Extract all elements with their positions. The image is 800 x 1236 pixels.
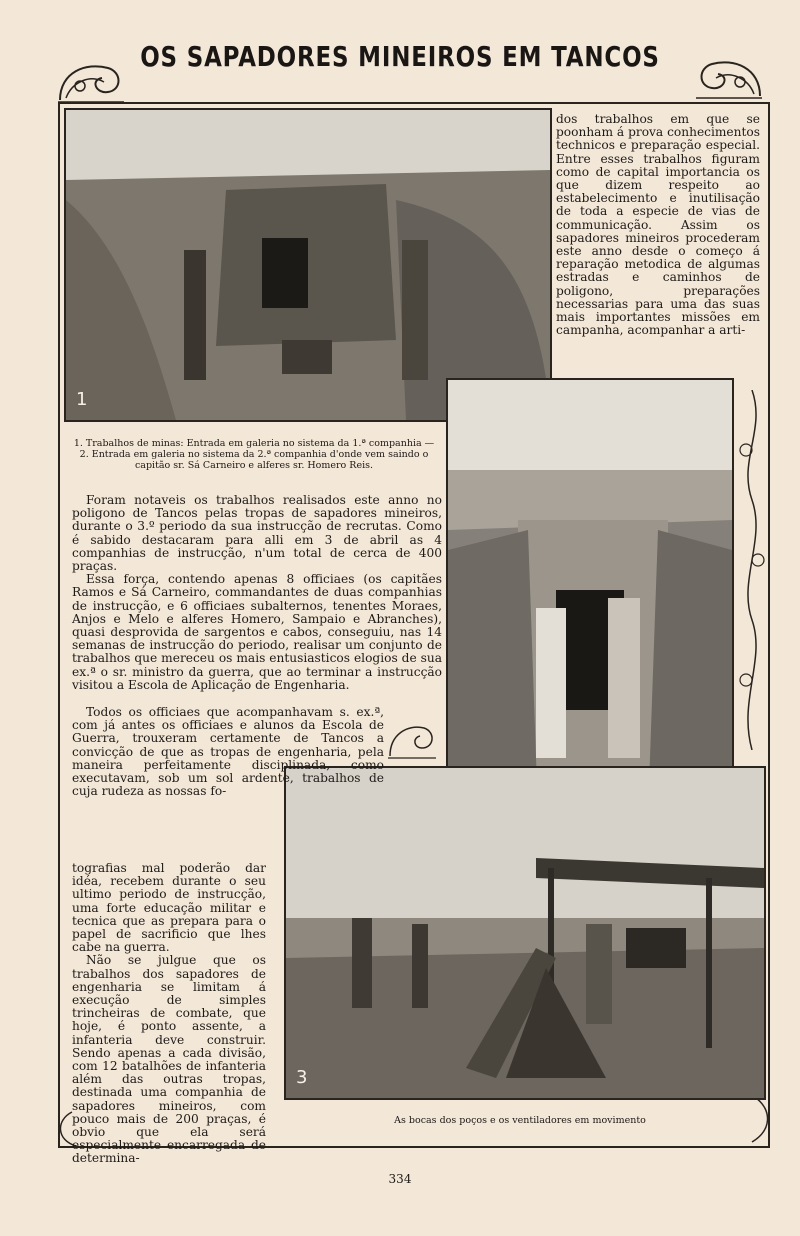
- page-number: 334: [388, 1172, 412, 1186]
- paragraph-3b: tografias mal poderão dar idéa, recebem durante o seu ultimo periodo de instrucção, uma forte educação militar e tecnica que as prepara para o papel de sacrificio que lhes cabe na guerra.: [72, 861, 266, 955]
- text-column-right: [556, 113, 760, 337]
- caption-photo-3: As bocas dos poços e os ventiladores em movimento: [394, 1115, 646, 1126]
- photo-3-image: [286, 768, 764, 1098]
- text-column-narrow: [72, 706, 384, 798]
- text-column-narrowest: [72, 862, 266, 1166]
- ornament-right-icon: [694, 54, 764, 100]
- ornament-left-icon: [56, 58, 126, 104]
- photo-1-image: [66, 110, 550, 420]
- photo-1: [64, 108, 552, 422]
- photo-3: [284, 766, 766, 1100]
- text-right-body: dos trabalhos em que se poonham á prova conhecimentos technicos e preparação especial. Entre esses trabalhos figuram como de capital importancia os que dizem respeito ao estabelecimento e inutilisação de toda a especie de vias de communicação. Assim os sapadores mineiros procederam este anno desde o começo á reparação metodica de algumas estradas e caminhos de poligono, preparações necessarias para uma das suas mais importantes missões em campanha, acompanhar a arti-: [556, 112, 760, 338]
- paragraph-3a: Todos os officiaes que acompanhavam s. ex.ª, com já antes os officiaes e alunos da Escola de Guerra, trouxeram certamente de Tancos a convicção de que as tropas de engenharia, pela maneira perfeitamente disciplinada, como executavam, sob um sol ardente, trabalhos de cuja rudeza as nossas fo-: [72, 705, 384, 799]
- paragraph-1: Foram notaveis os trabalhos realisados este anno no poligono de Tancos pelas tropas de sapadores mineiros, durante o 3.º periodo da sua instrucção de recrutas. Como é sabido destacaram para alli em 3 de abril as 4 companhias de instrucção, n'um total de cerca de 400 praças.: [72, 493, 442, 574]
- photo-number: 1: [76, 389, 88, 410]
- photo-number: 3: [296, 1067, 308, 1088]
- photo-2-image: [448, 380, 732, 814]
- text-column-main: [72, 494, 442, 692]
- photo-2: [446, 378, 734, 816]
- paragraph-2: Essa força, contendo apenas 8 officiaes (os capitães Ramos e Sá Carneiro, commandantes de duas companhias de instrucção, e 6 officiaes subalternos, tenentes Moraes, Anjos e Melo e alferes Homero, Sampaio e Abranches), quasi desprovida de sargentos e cabos, conseguiu, nas 14 semanas de instrucção do periodo, realisar um conjunto de trabalhos que mereceu os mais entusiasticos elogios de sua ex.ª o sr. ministro da guerra, que ao terminar a instrucção visitou a Escola de Aplicação de Engenharia.: [72, 572, 442, 692]
- page-title: OS SAPADORES MINEIROS EM TANCOS: [140, 40, 660, 73]
- paragraph-4: Não se julgue que os trabalhos dos sapadores de engenharia se limitam á execução de simples trincheiras de combate, que hoje, é ponto assente, a infanteria deve construir. Sendo apenas a cada divisão, com 12 batalhões de infanteria além das outras tropas, destinada uma companhia de sapadores mineiros, com pouco mais de 200 praças, é obvio que ela será especialmente encarregada de determina-: [72, 953, 266, 1166]
- caption-photos-1-2: 1. Trabalhos de minas: Entrada em galeria no sistema da 1.ª companhia — 2. Entrada em galeria no sistema da 2.ª companhia d'onde vem saindo o capitão sr. Sá Carneiro e alferes sr. Homero Reis.: [73, 438, 435, 471]
